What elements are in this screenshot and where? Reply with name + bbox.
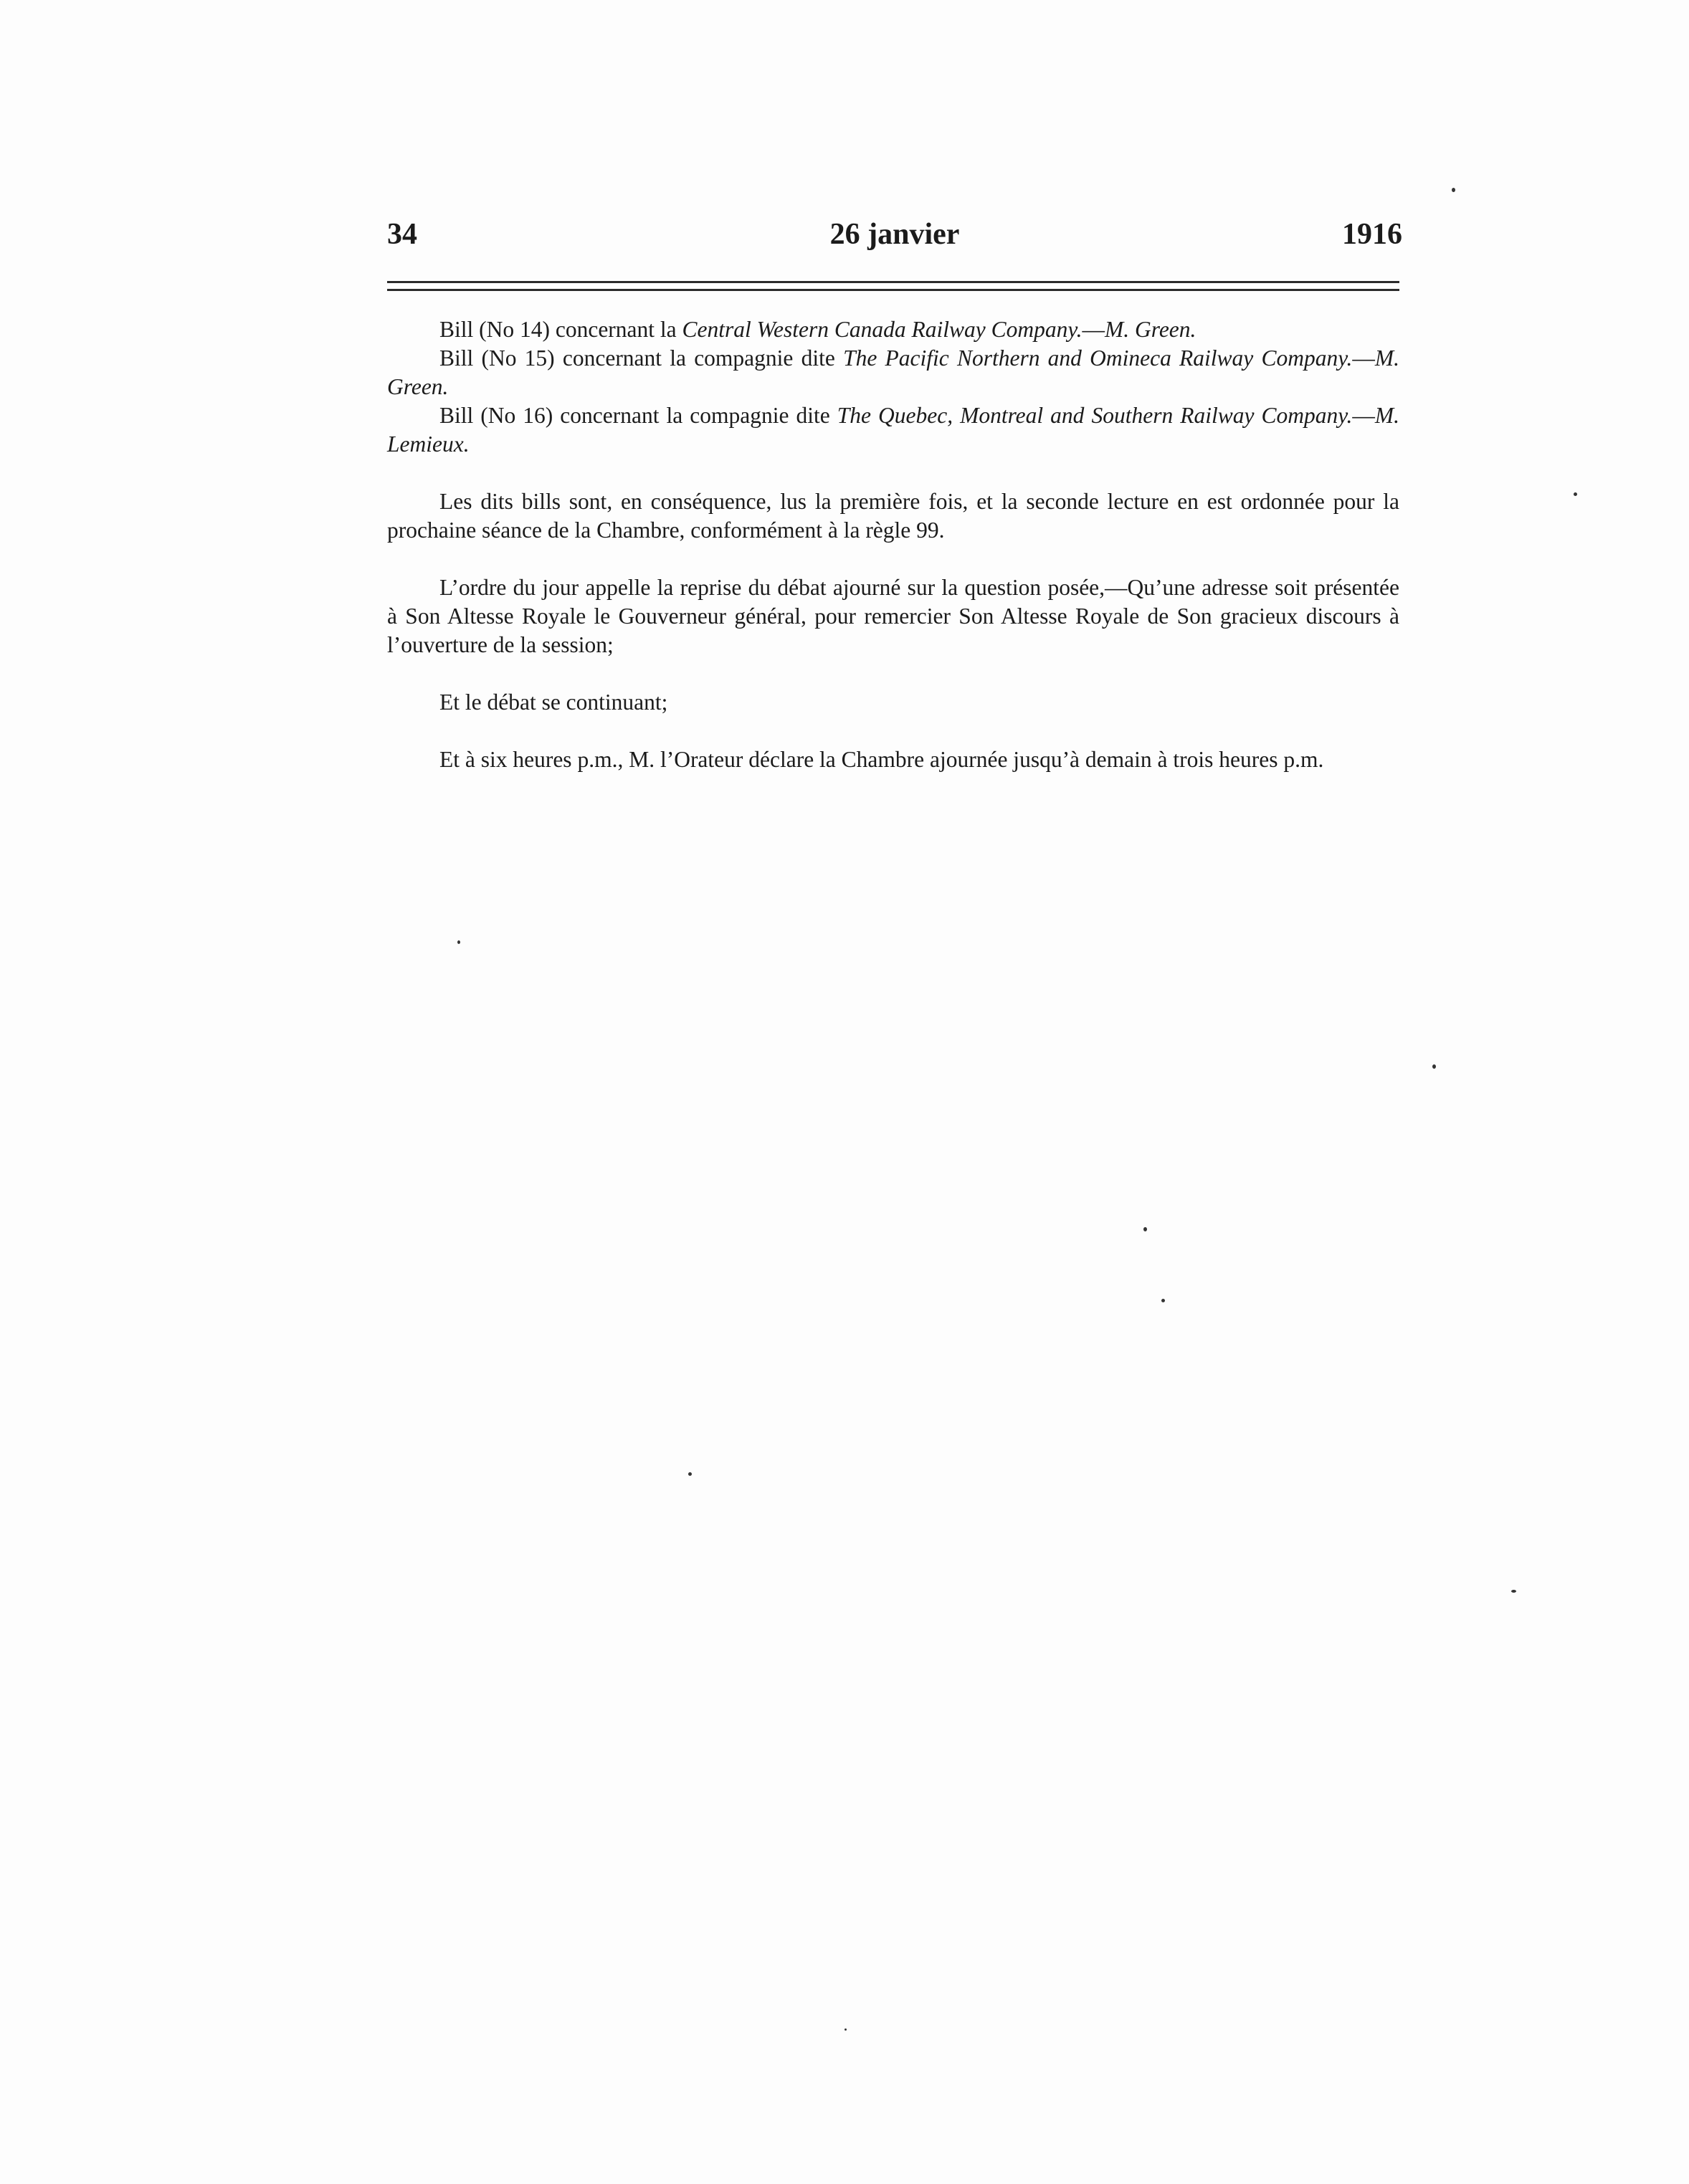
- bill-company: The Pacific Northern and Omineca Railway Company.: [843, 345, 1353, 371]
- bill-entry: [387, 344, 1399, 401]
- scan-speck: [1143, 1227, 1147, 1231]
- scan-speck: [1432, 1064, 1436, 1069]
- bill-entry: [387, 315, 1399, 344]
- paragraph-first-reading: Les dits bills sont, en conséquence, lus la première fois, et la seconde lecture en est ordonnée pour la prochaine séance de la Chambre, conformément à la règle 99.: [387, 489, 1399, 543]
- bill-dash: —: [1082, 317, 1105, 342]
- bill-entry: [387, 401, 1399, 459]
- scan-speck: [457, 940, 460, 944]
- paragraph-adjournment: Et à six heures p.m., M. l’Orateur déclare la Chambre ajournée jusqu’à demain à trois heures p.m.: [439, 747, 1324, 772]
- paragraph-order-of-day: L’ordre du jour appelle la reprise du débat ajourné sur la question posée,—Qu’une adresse soit présentée à Son Altesse Royale le Gouverneur général, pour remercier Son Altesse Royale de Son gracieux discours à l’ouverture de la session;: [387, 575, 1399, 657]
- bill-prefix: Bill (No 16) concernant la compagnie dite: [439, 403, 837, 428]
- bill-prefix: Bill (No 14) concernant la: [439, 317, 682, 342]
- header-rule-bottom: [387, 289, 1399, 291]
- header-date: 26 janvier: [829, 218, 960, 251]
- scan-speck: [1511, 1590, 1516, 1593]
- bill-prefix: Bill (No 15) concernant la compagnie dite: [439, 345, 844, 371]
- header-year: 1916: [1342, 218, 1402, 251]
- bill-sponsor: M. Lemieux.: [387, 403, 1399, 457]
- bill-sponsor: M. Green.: [387, 345, 1399, 399]
- body-text: [387, 315, 1399, 774]
- bill-dash: —: [1352, 403, 1375, 428]
- scan-speck: [1574, 492, 1577, 496]
- scan-speck: [1452, 188, 1455, 192]
- scan-speck: [1161, 1299, 1165, 1302]
- page-header: [387, 209, 1402, 259]
- bill-sponsor: M. Green.: [1105, 317, 1196, 342]
- scan-speck: [688, 1472, 692, 1476]
- page-number: 34: [387, 218, 417, 251]
- bill-company: Central Western Canada Railway Company.: [682, 317, 1083, 342]
- bill-company: The Quebec, Montreal and Southern Railway Company.: [837, 403, 1353, 428]
- paragraph-debate-continuing: Et le débat se continuant;: [439, 690, 668, 715]
- scan-speck: [844, 2028, 847, 2031]
- header-rule-top: [387, 281, 1399, 283]
- bill-dash: —: [1352, 345, 1375, 371]
